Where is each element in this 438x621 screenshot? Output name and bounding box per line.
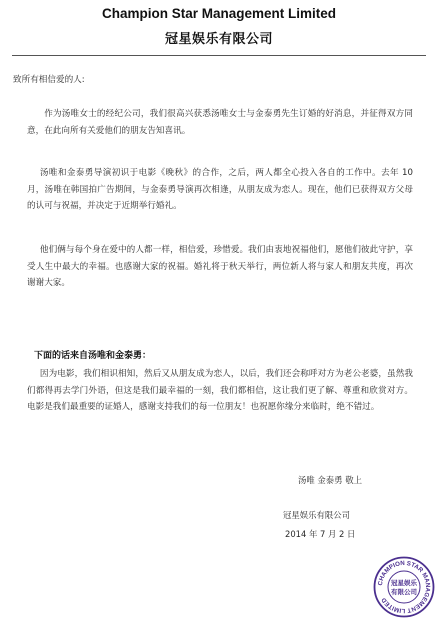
header-divider [12,55,426,56]
svg-text:冠星娱乐: 冠星娱乐 [391,579,417,587]
salutation: 致所有相信爱的人: [13,75,85,85]
signature-names: 汤唯 金泰勇 敬上 [298,475,362,485]
quote-heading: 下面的话来自汤唯和金泰勇： [34,351,152,361]
signature-company: 冠星娱乐有限公司 [283,510,350,520]
quote-paragraph: 因为电影，我们相识相知，然后又从朋友成为恋人，以后，我们还会称呼对方为老公老婆，虽然我们都得再去学门外语，但这是我们最幸福的一刻，我们都相信，这让我们更了解、尊重和欣赏对方。电影是我们最重要的证婚人，感谢支持我们的每一位朋友！也祝愿你缘分来临时，绝不错过。 [27,369,413,412]
seal-ring-text: CHAMPION STAR MANAGEMENT LIMITED [376,559,432,615]
company-name-english: Champion Star Management Limited [101,6,337,21]
company-name-chinese: 冠星娱乐有限公司 [164,32,273,47]
signature-date: 2014 年 7 月 2 日 [285,529,356,539]
paragraph-announcement: 作为汤唯女士的经纪公司，我们很高兴获悉汤唯女士与金泰勇先生订婚的好消息，并征得双方同意，在此向所有关爱他们的朋友告知喜讯。 [27,109,413,136]
paragraph-story: 汤唯和金泰勇导演初识于电影《晚秋》的合作，之后，两人都全心投入各自的工作中。去年 10 月，汤唯在韩国拍广告期间，与金泰勇导演再次相逢，从朋友成为恋人。现在，他们已获得双方父母的认可与祝福，并决定于近期举行婚礼。 [27,168,413,211]
company-seal [373,556,435,618]
paragraph-blessing: 他们俩与每个身在爱中的人都一样，相信爱，珍惜爱。我们由衷地祝福他们，愿他们彼此守护，享受人生中最大的幸福。也感谢大家的祝福。婚礼将于秋天举行，两位新人将与家人和朋友共度，再次谢谢大家。 [27,245,413,288]
svg-text:有限公司: 有限公司 [391,588,417,596]
